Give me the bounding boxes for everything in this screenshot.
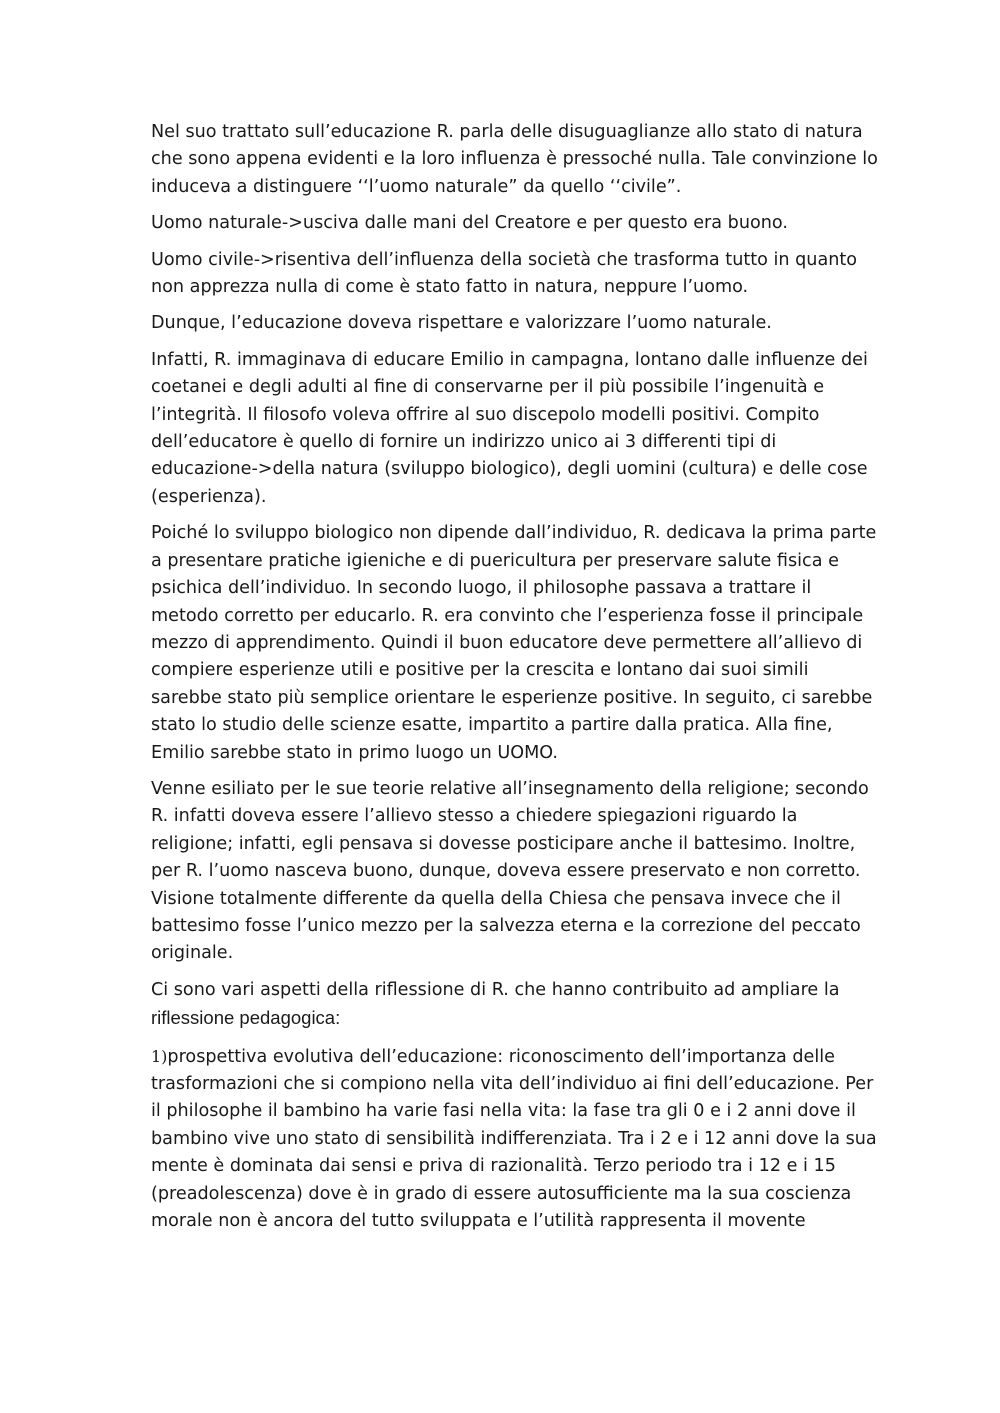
paragraph-biological-development: Poiché lo sviluppo biologico non dipende dall’individuo, R. dedicava la prima parte a presentare pratiche igieniche e di puericultura per preservare salute fisica e psichica dell’individuo. In secondo luogo, il philosophe passava a trattare il metodo corretto per educarlo. R. era convinto che l’esperienza fosse il principale mezzo di apprendimento. Quindi il buon educatore deve permettere all’allievo di compiere esperienze utili e positive per la crescita e lontano dai suoi simili sarebbe stato più semplice orientare le esperienze positive. In seguito, ci sarebbe stato lo studio delle scienze esatte, impartito a partire dalla pratica. Alla fine, Emilio sarebbe stato in primo luogo un UOMO.	[151, 523, 877, 763]
paragraph-point-1	[151, 1043, 881, 1236]
point-1-text: prospettiva evolutiva dell’educazione: riconoscimento dell’importanza delle trasformazioni che si compiono nella vita dell’individuo ai fini dell’educazione. Per il philosophe il bambino ha varie fasi nella vita: la fase tra gli 0 e i 2 anni dove il bambino vive uno stato di sensibilità indifferenziata. Tra i 2 e i 12 anni dove la sua mente è dominata dai sensi e priva di razionalità. Terzo periodo tra i 12 e i 15 (preadolescenza) dove è in grado di essere autosufficiente ma la sua coscienza morale non è ancora del tutto sviluppata e l’utilità rappresenta il movente	[151, 1046, 877, 1232]
paragraph-civil-man: Uomo civile->risentiva dell’influenza della società che trasforma tutto in quanto non apprezza nulla di come è stato fatto in natura, neppure l’uomo.	[151, 249, 858, 298]
point-1-number: 1)	[151, 1046, 168, 1066]
aspects-intro-text: Ci sono vari aspetti della riflessione di R. che hanno contribuito ad ampliare la	[151, 979, 840, 1000]
paragraph-inequalities: Nel suo trattato sull’educazione R. parla delle disuguaglianze allo stato di natura che sono appena evidenti e la loro influenza è pressoché nulla. Tale convinzione lo induceva a distinguere ‘‘l’uomo naturale” da quello ‘‘civile”.	[151, 122, 878, 197]
paragraph-education-respect: Dunque, l’educazione doveva rispettare e valorizzare l’uomo naturale.	[151, 313, 772, 334]
paragraph-aspects-intro	[151, 977, 881, 1034]
aspects-intro-tail: riflessione pedagogica:	[151, 1007, 341, 1029]
paragraph-emilio-countryside: Infatti, R. immaginava di educare Emilio in campagna, lontano dalle influenze dei coetanei e degli adulti al fine di conservarne per il più possibile l’ingenuità e l’integrità. Il filosofo voleva offrire al suo discepolo modelli positivi. Compito dell’educatore è quello di fornire un indirizzo unico ai 3 differenti tipi di educazione->della natura (sviluppo biologico), degli uomini (cultura) e delle cose (esperienza).	[151, 349, 868, 507]
paragraph-natural-man: Uomo naturale->usciva dalle mani del Creatore e per questo era buono.	[151, 213, 788, 234]
document-body	[151, 119, 881, 1244]
paragraph-exile-religion: Venne esiliato per le sue teorie relative all’insegnamento della religione; secondo R. infatti doveva essere l’allievo stesso a chiedere spiegazioni riguardo la religione; infatti, egli pensava si dovesse posticipare anche il battesimo. Inoltre, per R. l’uomo nasceva buono, dunque, doveva essere preservato e non corretto. Visione totalmente differente da quella della Chiesa che pensava invece che il battesimo fosse l’unico mezzo per la salvezza eterna e la correzione del peccato originale.	[151, 778, 869, 964]
